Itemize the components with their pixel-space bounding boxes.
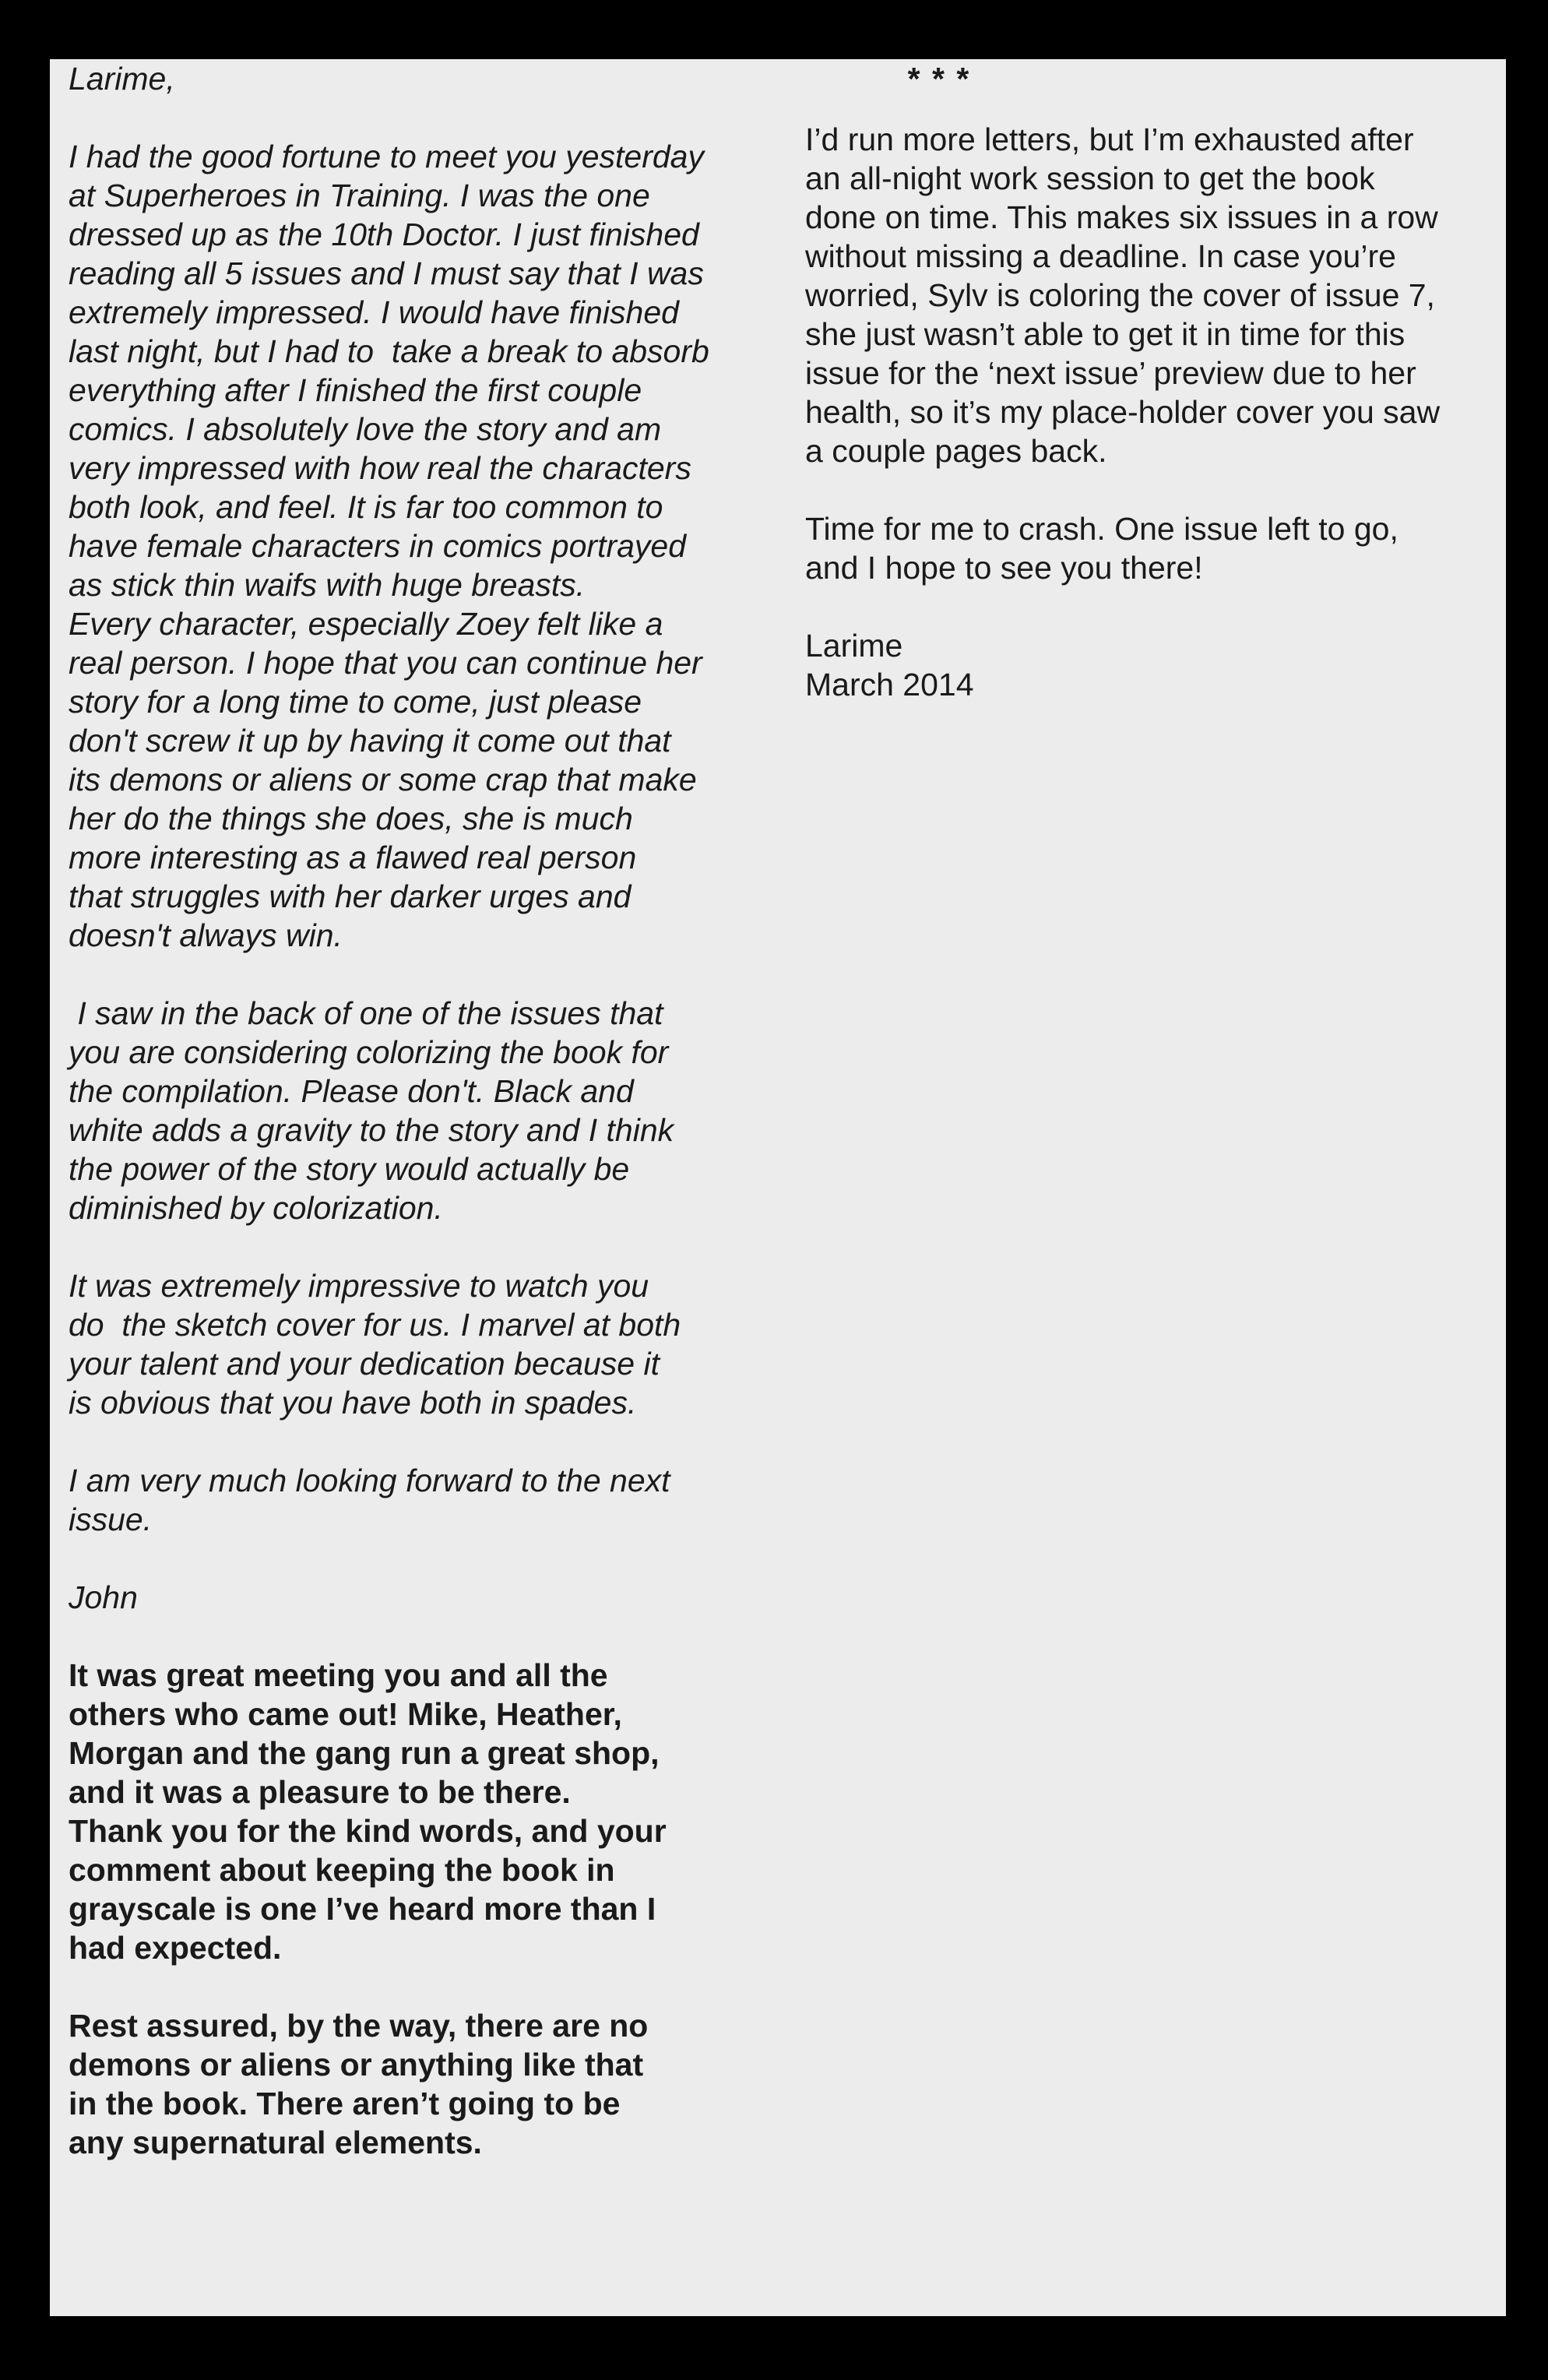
text-line: more interesting as a flawed real person bbox=[69, 840, 637, 875]
text-line: as stick thin waifs with huge breasts. bbox=[69, 567, 586, 603]
text-line: Every character, especially Zoey felt like a bbox=[69, 606, 663, 642]
left-column bbox=[69, 59, 785, 2162]
text-line: health, so it’s my place-holder cover you saw bbox=[805, 394, 1441, 430]
paragraph-gap bbox=[805, 587, 1490, 626]
right-column bbox=[805, 59, 1490, 704]
closing-signature: Larime bbox=[805, 628, 903, 664]
text-line: an all-night work session to get the book bbox=[805, 160, 1375, 196]
text-line: a couple pages back. bbox=[805, 433, 1107, 469]
text-line: had expected. bbox=[69, 1930, 282, 1966]
paragraph-gap bbox=[805, 98, 1490, 120]
closing-date: March 2014 bbox=[805, 667, 974, 702]
text-line: It was great meeting you and all the bbox=[69, 1657, 608, 1693]
text-line: extremely impressed. I would have finished bbox=[69, 294, 679, 330]
text-line: have female characters in comics portrayed bbox=[69, 528, 687, 564]
letter-paragraph bbox=[69, 994, 785, 1227]
text-line: and it was a pleasure to be there. bbox=[69, 1774, 571, 1810]
letter-signature: John bbox=[69, 1579, 138, 1615]
paragraph-gap bbox=[805, 470, 1490, 509]
letters-page bbox=[50, 59, 1506, 2316]
section-separator: * * * bbox=[907, 61, 971, 97]
reply-paragraph bbox=[69, 1656, 785, 1967]
text-line: very impressed with how real the characters bbox=[69, 450, 691, 486]
text-line: everything after I finished the first couple bbox=[69, 372, 642, 408]
text-line: others who came out! Mike, Heather, bbox=[69, 1696, 622, 1732]
text-line: in the book. There aren’t going to be bbox=[69, 2086, 621, 2121]
text-line: Time for me to crash. One issue left to go, bbox=[805, 511, 1398, 547]
text-line: worried, Sylv is coloring the cover of issue 7, bbox=[805, 277, 1435, 313]
text-line: doesn't always win. bbox=[69, 917, 343, 953]
text-line: without missing a deadline. In case you’re bbox=[805, 238, 1396, 274]
text-line: at Superheroes in Training. I was the one bbox=[69, 178, 650, 213]
text-line: I had the good fortune to meet you yesterday bbox=[69, 139, 704, 174]
text-line: and I hope to see you there! bbox=[805, 550, 1203, 586]
text-line: comment about keeping the book in bbox=[69, 1852, 615, 1888]
text-line: diminished by colorization. bbox=[69, 1190, 443, 1226]
closing-paragraph bbox=[805, 509, 1490, 587]
letter-paragraph bbox=[69, 137, 785, 955]
editor-reply bbox=[69, 1656, 785, 2162]
text-line: do the sketch cover for us. I marvel at both bbox=[69, 1307, 681, 1343]
text-line: I am very much looking forward to the next bbox=[69, 1463, 670, 1498]
text-line: that struggles with her darker urges and bbox=[69, 878, 632, 914]
reader-letter bbox=[69, 59, 785, 1617]
text-line: Thank you for the kind words, and your bbox=[69, 1813, 667, 1849]
text-line: I’d run more letters, but I’m exhausted after bbox=[805, 121, 1414, 157]
text-line: issue. bbox=[69, 1502, 153, 1537]
letter-paragraph bbox=[69, 1266, 785, 1422]
text-line: you are considering colorizing the book for bbox=[69, 1034, 669, 1070]
text-line: the compilation. Please don't. Black and bbox=[69, 1073, 634, 1109]
paragraph-gap bbox=[69, 1617, 785, 1656]
text-line: It was extremely impressive to watch you bbox=[69, 1268, 649, 1304]
letter-paragraph bbox=[69, 1461, 785, 1539]
paragraph-gap bbox=[69, 955, 785, 994]
paragraph-gap bbox=[69, 1422, 785, 1461]
text-line: demons or aliens or anything like that bbox=[69, 2047, 644, 2082]
text-line: last night, but I had to take a break to absorb bbox=[69, 333, 709, 369]
paragraph-gap bbox=[69, 1967, 785, 2006]
text-line: dressed up as the 10th Doctor. I just finished bbox=[69, 217, 699, 252]
text-line: is obvious that you have both in spades. bbox=[69, 1385, 637, 1421]
text-line: white adds a gravity to the story and I think bbox=[69, 1112, 674, 1148]
text-line: your talent and your dedication because it bbox=[69, 1346, 660, 1382]
paragraph-gap bbox=[69, 1227, 785, 1266]
letter-greeting: Larime, bbox=[69, 61, 175, 97]
text-line: comics. I absolutely love the story and am bbox=[69, 411, 662, 447]
text-line: grayscale is one I’ve heard more than I bbox=[69, 1891, 656, 1927]
text-line: her do the things she does, she is much bbox=[69, 801, 633, 836]
text-line: don't screw it up by having it come out that bbox=[69, 723, 671, 759]
text-line: the power of the story would actually be bbox=[69, 1151, 630, 1187]
text-line: Rest assured, by the way, there are no bbox=[69, 2008, 649, 2044]
text-line: I saw in the back of one of the issues that bbox=[69, 995, 663, 1031]
text-line: any supernatural elements. bbox=[69, 2125, 482, 2160]
text-line: done on time. This makes six issues in a row bbox=[805, 199, 1438, 235]
text-line: issue for the ‘next issue’ preview due to her bbox=[805, 355, 1416, 391]
text-line: story for a long time to come, just please bbox=[69, 684, 642, 720]
reply-paragraph bbox=[69, 2006, 785, 2162]
paragraph-gap bbox=[69, 1539, 785, 1578]
text-line: both look, and feel. It is far too common to bbox=[69, 489, 663, 525]
text-line: its demons or aliens or some crap that make bbox=[69, 762, 697, 797]
paragraph-gap bbox=[69, 98, 785, 137]
closing-paragraph bbox=[805, 120, 1490, 470]
text-line: reading all 5 issues and I must say that I was bbox=[69, 255, 704, 291]
text-line: Morgan and the gang run a great shop, bbox=[69, 1735, 660, 1771]
text-line: she just wasn’t able to get it in time for this bbox=[805, 316, 1406, 352]
text-line: real person. I hope that you can continue her bbox=[69, 645, 702, 681]
